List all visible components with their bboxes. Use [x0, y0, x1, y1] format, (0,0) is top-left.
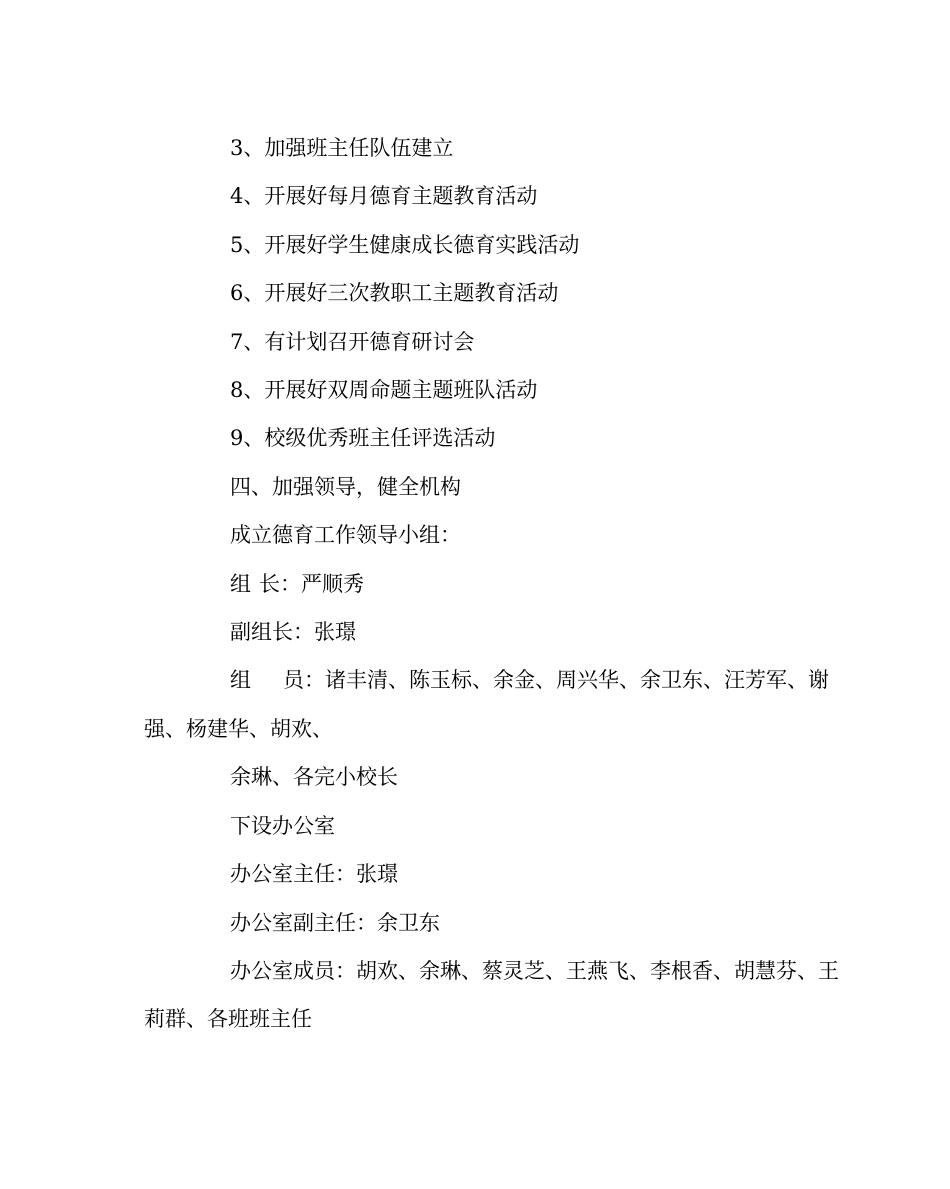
list-item-8: 8、开展好双周命题主题班队活动 — [230, 378, 538, 403]
office-deputy-line — [144, 899, 844, 947]
office-director-name: 张璟 — [356, 862, 398, 887]
office-intro: 下设办公室 — [230, 813, 335, 838]
office-deputy-label: 办公室副主任： — [230, 910, 377, 935]
deputy-leader-name: 张璟 — [314, 620, 356, 645]
leader-label-a: 组 — [230, 571, 251, 596]
list-item-6: 6、开展好三次教职工主题教育活动 — [230, 281, 559, 306]
deputy-leader-line — [144, 608, 844, 656]
document-body — [144, 124, 844, 1044]
members-label-b: 员： — [283, 668, 325, 693]
members-continued: 余琳、各完小校长 — [230, 765, 398, 790]
leader-name: 严顺秀 — [301, 571, 364, 596]
leader-label-b: 长： — [259, 571, 301, 596]
members-label-a: 组 — [230, 668, 251, 693]
list-item-9: 9、校级优秀班主任评选活动 — [230, 426, 496, 451]
office-members-label: 办公室成员： — [230, 958, 356, 983]
list-item-5: 5、开展好学生健康成长德育实践活动 — [230, 232, 580, 257]
list-item-7: 7、有计划召开德育研讨会 — [230, 329, 475, 354]
members-line — [144, 656, 844, 753]
office-director-label: 办公室主任： — [230, 862, 356, 887]
deputy-leader-label: 副组长： — [230, 620, 314, 645]
office-members-names: 胡欢、余琳、蔡灵芝、王燕飞、李根香、胡慧芬、王莉群、各班班主任 — [144, 958, 839, 1032]
office-members-line — [144, 947, 844, 1044]
members-names: 诸丰清、陈玉标、余金、周兴华、余卫东、汪芳军、谢强、杨建华、胡欢、 — [144, 668, 829, 741]
list-item-4: 4、开展好每月德育主题教育活动 — [230, 184, 538, 209]
list-item-3: 3、加强班主任队伍建立 — [230, 136, 454, 160]
office-deputy-name: 余卫东 — [377, 910, 440, 935]
group-intro: 成立德育工作领导小组： — [230, 523, 461, 548]
office-director-line — [144, 850, 844, 898]
leader-line — [144, 560, 844, 608]
section-heading: 四、加强领导，健全机构 — [230, 474, 461, 499]
